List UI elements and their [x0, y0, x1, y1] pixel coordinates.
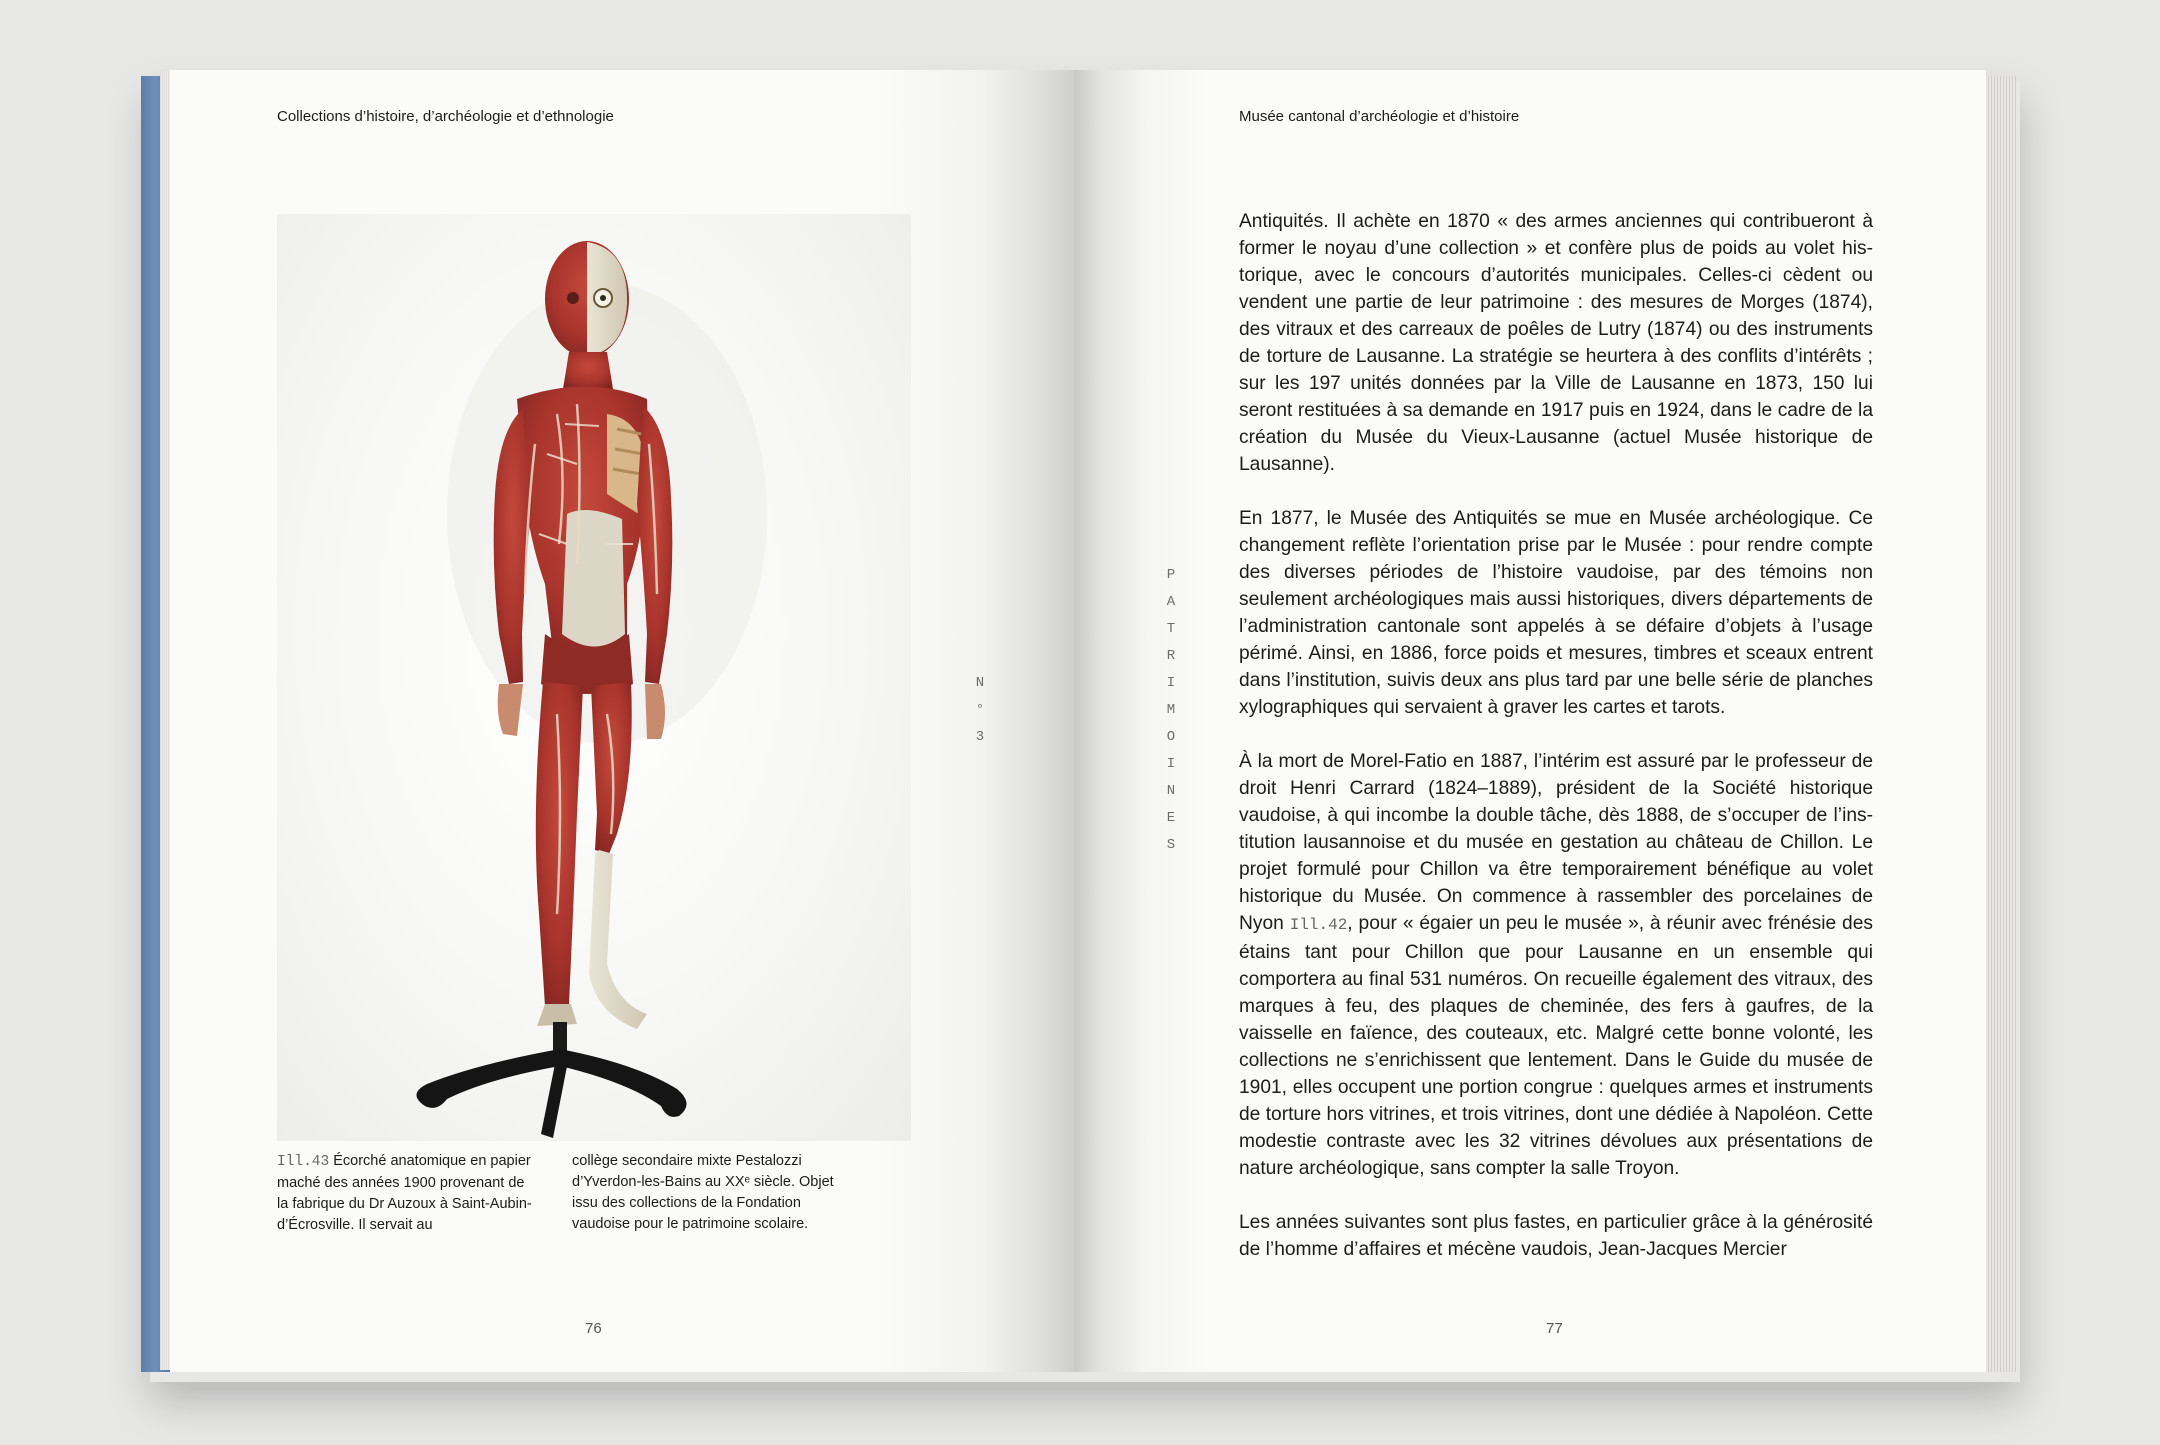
caption-column-1 — [277, 1151, 532, 1236]
caption-column-2: collège secondaire mixte Pestalozzi d’Yverdon-les-Bains au XXᵉ siècle. Objet issu des collections de la Fondation vaudoise pour le patrimoine scolaire. — [572, 1153, 834, 1232]
page-stack-edge-right — [1985, 76, 2016, 1372]
paragraph-2: En 1877, le Musée des Antiquités se mue en Musée archéologique. Ce changement reflète l’orientation prise par le Musée : pour rendre compte des diverses périodes de l’histoire vaudoise, par des témoins non seulement archéologiques mais aussi historiques, divers départements de l’administration cantonale sont appelés à se défaire d’objets à l’usage périmé. Ainsi, en 1886, force poids et mesures, timbres et sceaux entrent dans l’institution, suivis deux ans plus tard par une belle série de planches xylographiques qui servaient à graver les cartes et tarots. — [1239, 508, 1873, 718]
paragraph-1: Antiquités. Il achète en 1870 « des armes anciennes qui contribueront à former le noyau d’une collection » et confère plus de poids au volet historique, avec le concours d’autorités municipales. Celles-ci cèdent ou vendent une partie de leur patrimoine : des mesures de Morges (1874), des vitraux et des carreaux de poêles de Lutry (1874) ou des instruments de torture de Lausanne. La stratégie se heurtera à des conflits d’intérêts ; sur les 197 unités données par la Ville de Lausanne en 1873, 150 lui seront restituées à sa demande en 1917 puis en 1924, dans le cadre de la création du Musée du Vieux-Lausanne (actuel Musée historique de Lausanne). — [1239, 211, 1873, 475]
paragraph-3: À la mort de Morel-Fatio en 1887, l’intérim est assuré par le professeur de droit Henri Carrard (1824–1889), président de la Société historique vaudoise, à qui incombe la double tâche, dès 1888, de s’occuper de l’institution lausannoise et du musée en gestation au château de Chillon. Le projet formulé pour Chillon va être temporairement bénéfique au volet historique du Musée. On commence à rassembler des porcelaines de Nyon Ill.42, pour « égaier un peu le musée », à réunir avec frénésie des étains tant pour Chillon que pour Lausanne en un ensemble qui comportera au final 531 numéros. On recueille également des vitraux, des marques à feu, des plaques de cheminée, des fers à gaufres, de la vaisselle en faïence, des couteaux, etc. Malgré cette bonne volonté, les collections ne s’enrichissent que lentement. Dans le Guide du musée de 1901, elles occupent une portion congrue : quelques armes et instruments de torture hors vitrines, et trois vitrines, dont une dédiée à Napoléon. Cette modestie contraste avec les 32 vitrines dévolues aux présentations de nature archéologique, sans compter la salle Troyon. — [1239, 751, 1873, 1179]
page-number-left: 76 — [585, 1320, 602, 1337]
figure-reference: Ill.43 — [277, 1154, 330, 1170]
figure-reference-inline: Ill.42 — [1289, 916, 1348, 934]
issue-label-vertical: N ° 3 — [975, 675, 985, 745]
series-label-vertical: P A T R I M O I N E S — [1166, 567, 1176, 853]
tripod-stand-icon — [416, 1022, 686, 1138]
page-number-right: 77 — [1546, 1320, 1563, 1337]
right-running-head: Musée cantonal d’archéologie et d’histoire — [1239, 108, 1520, 125]
body-text — [1239, 208, 1873, 1290]
anatomical-ecorche-figure-icon — [277, 214, 911, 1141]
caption-text-1: Écorché anatomique en papier maché des années 1900 provenant de la fabrique du Dr Auzoux à Saint-Aubin-d’Écrosville. Il servait au — [277, 1153, 532, 1233]
figure-photo — [277, 214, 911, 1141]
left-running-head: Collections d’histoire, d’archéologie et d’ethnologie — [277, 108, 614, 125]
paragraph-4: Les années suivantes sont plus fastes, en particulier grâce à la générosité de l’homme d’affaires et mécène vaudois, Jean-Jacques Mercier — [1239, 1212, 1873, 1260]
